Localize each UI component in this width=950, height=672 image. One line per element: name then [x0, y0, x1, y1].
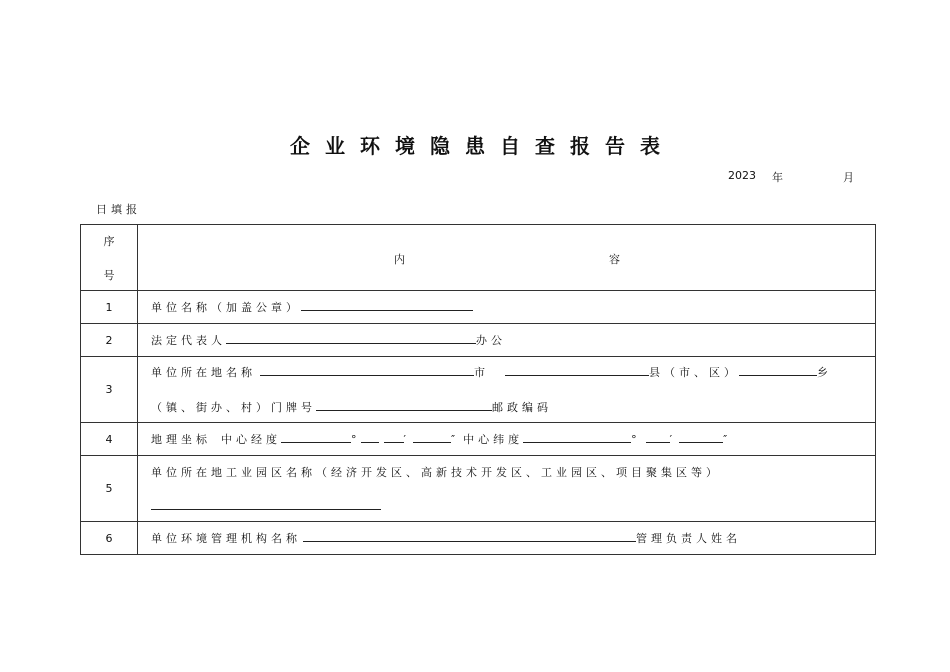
- city-label: 市: [474, 366, 489, 379]
- table-row: [81, 324, 876, 357]
- latitude-minute-field[interactable]: [646, 432, 670, 443]
- latitude-label: 中心纬度: [463, 433, 524, 446]
- table-row: [81, 357, 876, 423]
- env-agency-label: 单位环境管理机构名称: [151, 532, 301, 545]
- city-field[interactable]: [505, 365, 649, 376]
- table-header-row: [81, 225, 876, 291]
- minute-symbol: ′: [669, 433, 677, 446]
- header-seq-top: 序: [103, 234, 115, 248]
- longitude-label: 中心经度: [221, 433, 281, 446]
- longitude-second-field[interactable]: [413, 432, 451, 443]
- degree-symbol: °: [351, 433, 361, 446]
- row-number: 3: [81, 357, 138, 423]
- table-row: [81, 291, 876, 324]
- underline-filler: [361, 432, 379, 443]
- report-table: [80, 224, 876, 555]
- row-content: [138, 357, 876, 423]
- legal-rep-field[interactable]: [226, 333, 476, 344]
- header-content-right: 容: [609, 253, 620, 266]
- fill-date-label: 日填报: [96, 203, 141, 216]
- row-number: 6: [81, 522, 138, 555]
- industrial-park-field[interactable]: [151, 499, 381, 510]
- row-content: [138, 522, 876, 555]
- row-content: [138, 291, 876, 324]
- row-content: [138, 423, 876, 456]
- house-number-field[interactable]: [316, 400, 492, 411]
- degree-symbol: °: [631, 433, 641, 446]
- manager-name-label: 管理负责人姓名: [636, 532, 741, 545]
- document-title: 企业环境隐患自查报告表: [290, 134, 675, 158]
- longitude-minute-field[interactable]: [384, 432, 404, 443]
- county-field[interactable]: [739, 365, 817, 376]
- row-number: 5: [81, 456, 138, 522]
- second-symbol: ″: [723, 433, 732, 446]
- header-content-left: 内: [394, 253, 405, 266]
- county-label: 县（市、区）: [649, 366, 739, 379]
- table-row: [81, 423, 876, 456]
- town-label: 乡: [817, 366, 832, 379]
- legal-rep-label: 法定代表人: [151, 334, 226, 347]
- industrial-park-label: 单位所在地工业园区名称（经济开发区、高新技术开发区、工业园区、项目聚集区等）: [151, 466, 721, 479]
- unit-name-field[interactable]: [301, 300, 473, 311]
- unit-name-label: 单位名称（加盖公章）: [151, 301, 301, 314]
- geo-coord-label: 地理坐标: [151, 433, 211, 446]
- date-year: 2023: [728, 169, 756, 182]
- second-symbol: ″: [451, 433, 460, 446]
- postal-code-label: 邮政编码: [492, 401, 552, 414]
- header-seq-bottom: 号: [103, 268, 115, 282]
- street-label: （镇、街办、村）门牌号: [151, 401, 316, 414]
- office-label: 办公: [476, 334, 506, 347]
- location-label: 单位所在地名称: [151, 366, 256, 379]
- row-number: 2: [81, 324, 138, 357]
- table-row: [81, 456, 876, 522]
- location-field[interactable]: [260, 365, 474, 376]
- longitude-degree-field[interactable]: [281, 432, 351, 443]
- minute-symbol: ′: [403, 433, 410, 446]
- header-content-cell: [138, 225, 876, 291]
- date-month-label: 月: [843, 171, 854, 184]
- row-number: 1: [81, 291, 138, 324]
- header-seq-cell: [81, 225, 138, 291]
- row-content: [138, 456, 876, 522]
- latitude-degree-field[interactable]: [523, 432, 631, 443]
- env-agency-field[interactable]: [303, 531, 636, 542]
- row-number: 4: [81, 423, 138, 456]
- row-content: [138, 324, 876, 357]
- table-row: [81, 522, 876, 555]
- latitude-second-field[interactable]: [679, 432, 723, 443]
- date-year-label: 年: [772, 171, 783, 184]
